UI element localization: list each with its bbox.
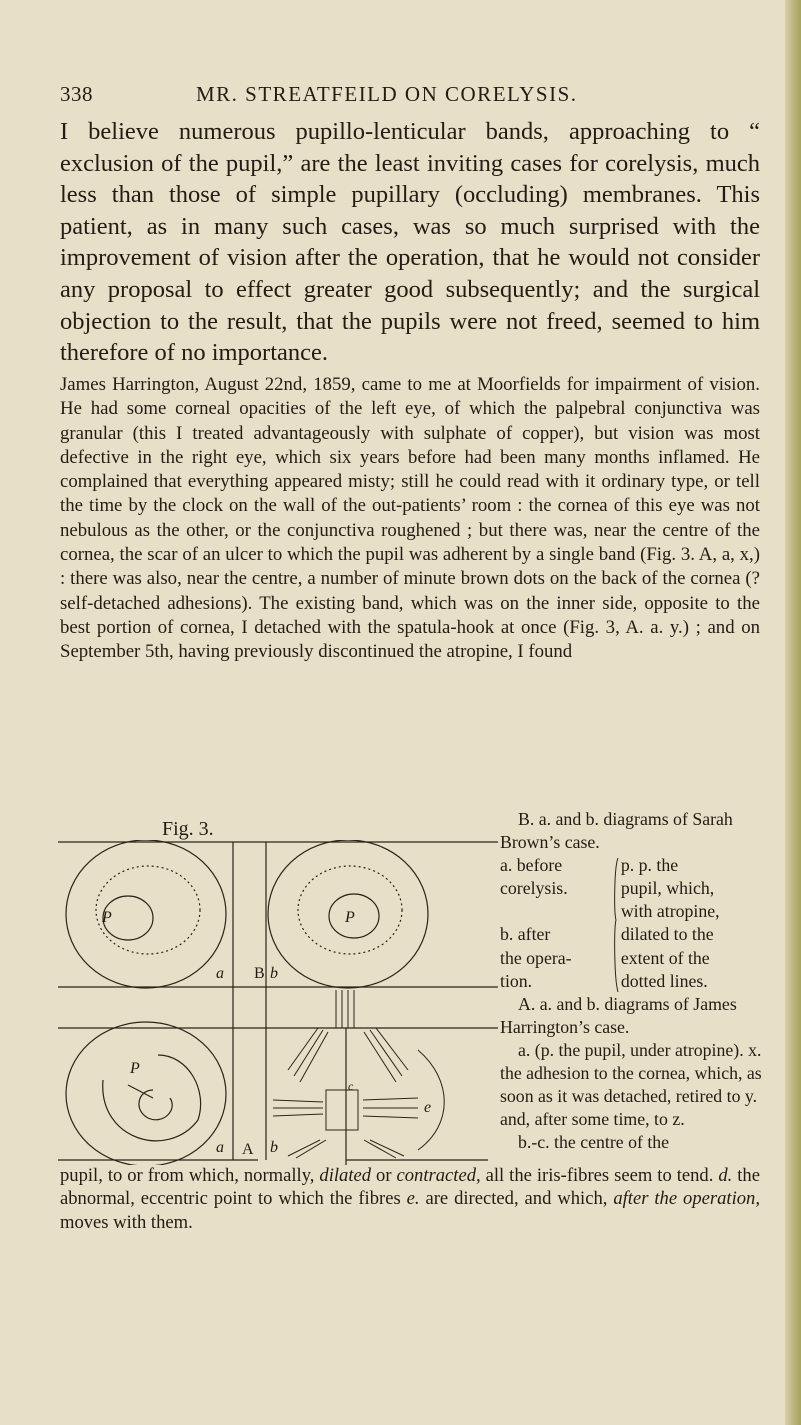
footer-italic: d. xyxy=(718,1165,733,1186)
caption-b-title: B. a. and b. diagrams of Sarah Brown’s case. xyxy=(500,809,733,853)
running-title: MR. STREATFEILD ON CORELYSIS. xyxy=(196,82,578,106)
pupil-letter-1: P xyxy=(102,909,112,926)
figure-3 xyxy=(58,840,498,1170)
legend-right-line: pupil, which, xyxy=(620,878,715,899)
panel-letter-aa: a xyxy=(216,1139,224,1156)
legend-right-line: extent of the xyxy=(620,947,710,968)
page-header xyxy=(60,82,760,112)
legend-right-line: dotted lines. xyxy=(620,970,708,991)
panel-letter-bb-left: B xyxy=(254,965,265,982)
panel-letter-ab-left: A xyxy=(242,1141,254,1158)
figure-3-drawing xyxy=(58,840,498,1165)
figure-caption xyxy=(500,808,762,1154)
footer-text: pupil, to or from which, normally, xyxy=(60,1165,315,1186)
pupil-letter-2: P xyxy=(345,909,355,926)
footer-text: the abnormal, eccentric point to which the fibres xyxy=(60,1165,760,1210)
legend-left xyxy=(500,854,607,993)
panel-letter-bb: b xyxy=(270,965,278,982)
legend-left-line xyxy=(500,900,607,923)
legend-right-line: dilated to the xyxy=(620,924,714,945)
legend-left-line: tion. xyxy=(500,970,533,991)
footer-italic: e. xyxy=(406,1188,420,1210)
pupil-letter-3: P xyxy=(130,1060,140,1077)
caption-a-title: A. a. and b. diagrams of James Harrington’s case. xyxy=(500,993,737,1037)
caption-legend xyxy=(500,854,762,993)
page-edge xyxy=(785,0,801,1425)
footer-text: moves with them. xyxy=(60,1211,193,1233)
footer-italic: contracted, xyxy=(396,1165,481,1186)
footer-text: all the iris-fibres seem to tend. xyxy=(485,1165,714,1186)
legend-right xyxy=(607,854,762,993)
legend-right-line: with atropine, xyxy=(620,901,720,922)
figure-label: Fig. 3. xyxy=(162,818,214,840)
legend-left-line: b. after xyxy=(500,924,551,945)
legend-left-line: a. before xyxy=(500,855,563,876)
footer-italic: after the operation, xyxy=(613,1188,760,1210)
footer-text: or xyxy=(376,1165,392,1186)
footer-italic: dilated xyxy=(319,1165,372,1186)
caption-a-desc: a. (p. the pupil, under atropine). x. the adhesion to the cornea, which, as soon as it was detached, retired to y. and, after some time, to z. xyxy=(500,1039,762,1130)
legend-left-line: the opera- xyxy=(500,947,572,968)
label-c: c xyxy=(348,1079,354,1093)
legend-right-line: p. p. the xyxy=(620,855,679,876)
panel-letter-ab: b xyxy=(270,1139,278,1156)
panel-letter-ba: a xyxy=(216,965,224,982)
page-number: 338 xyxy=(60,82,93,106)
lead-paragraph: I believe numerous pupillo-lenticular bands, approaching to “ exclusion of the pupil,” are the least inviting cases for corelysis, much less than those of simple pupillary (occluding) membranes. This patient, as in many such cases, was so much surprised with the improvement of vision after the operation, that he would not consider any proposal to effect greater good subsequently; and the surgical objection to the result, that the pupils were not freed, seemed to him therefore of no importance. xyxy=(60,118,760,367)
legend-left-line: corelysis. xyxy=(500,878,568,899)
footer-paragraph xyxy=(60,1164,760,1234)
footer-text: are directed, and which, xyxy=(425,1188,608,1210)
case-paragraph: James Harrington, August 22nd, 1859, came to me at Moorfields for impairment of vision. He had some corneal opacities of the left eye, of which the palpebral conjunctiva was granular (this I treated advantageously with sulphate of copper), but vision was most defective in the right eye, which six years before had been many months inflamed. He complained that everything appeared misty; still he could read with it ordinary type, or tell the time by the clock on the wall of the out-patients’ room : the cornea of this eye was not nebulous as the other, or the conjunctiva roughened ; but there was, near the centre of the cornea, the scar of an ulcer to which the pupil was adherent by a single band (Fig. 3. A, a, x,) : there was also, near the centre, a number of minute brown dots on the back of the cornea (? self-detached adhesions). The existing band, which was on the inner side, opposite to the best portion of cornea, I detached with the spatula-hook at once (Fig. 3, A. a. y.) ; and on September 5th, having previously discontinued the atropine, I found xyxy=(60,374,760,663)
caption-b-desc: b.-c. the centre of the xyxy=(518,1132,670,1153)
legend-brace xyxy=(612,858,620,992)
label-e: e xyxy=(424,1099,432,1116)
